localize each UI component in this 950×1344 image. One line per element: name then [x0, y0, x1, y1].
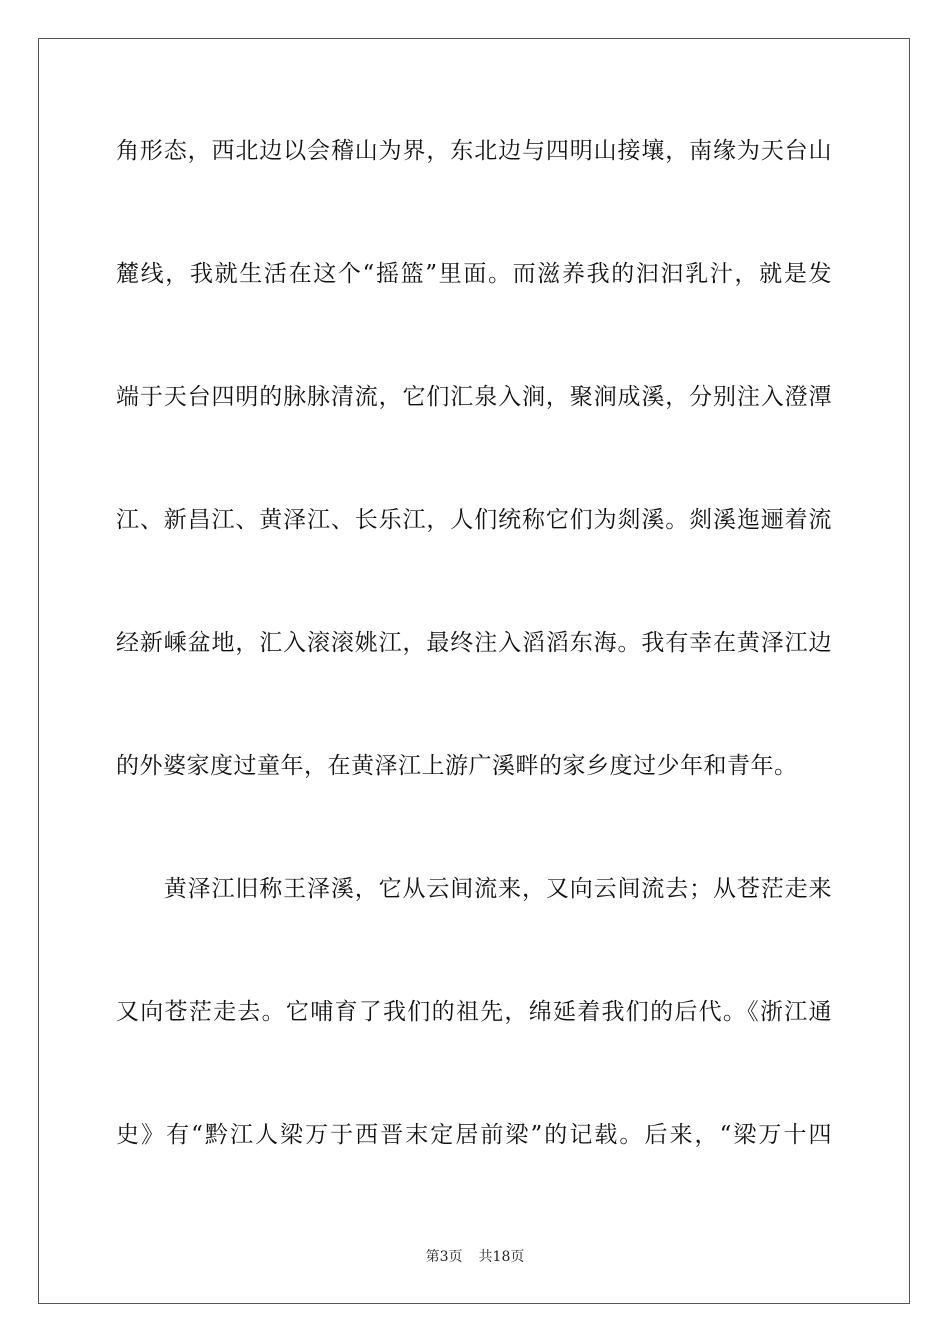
body-line: 史》有“黔江人梁万于西晋末定居前梁”的记载。后来，“梁万十四: [116, 1122, 832, 1148]
body-line: 经新嵊盆地，汇入滚滚姚江，最终注入滔滔东海。我有幸在黄泽江边: [116, 630, 832, 656]
page-number: 第3页: [425, 1249, 463, 1265]
body-line: 江、新昌江、黄泽江、长乐江，人们统称它们为剡溪。剡溪迤逦着流: [116, 507, 832, 533]
body-line: 角形态，西北边以会稽山为界，东北边与四明山接壤，南缘为天台山: [116, 138, 832, 164]
page-total: 共18页: [478, 1249, 525, 1265]
body-line: 麓线，我就生活在这个“摇篮”里面。而滋养我的汩汩乳汁，就是发: [116, 261, 832, 287]
body-line: 又向苍茫走去。它哺育了我们的祖先，绵延着我们的后代。《浙江通: [116, 999, 832, 1025]
body-line-paragraph-end: 的外婆家度过童年，在黄泽江上游广溪畔的家乡度过少年和青年。: [116, 753, 798, 779]
body-line: 端于天台四明的脉脉清流，它们汇泉入涧，聚涧成溪，分别注入澄潭: [116, 384, 832, 410]
body-line-paragraph-start: 黄泽江旧称王泽溪，它从云间流来，又向云间流去；从苍茫走来: [116, 876, 832, 902]
page-footer: [0, 1248, 950, 1266]
page-border: [38, 38, 910, 1304]
